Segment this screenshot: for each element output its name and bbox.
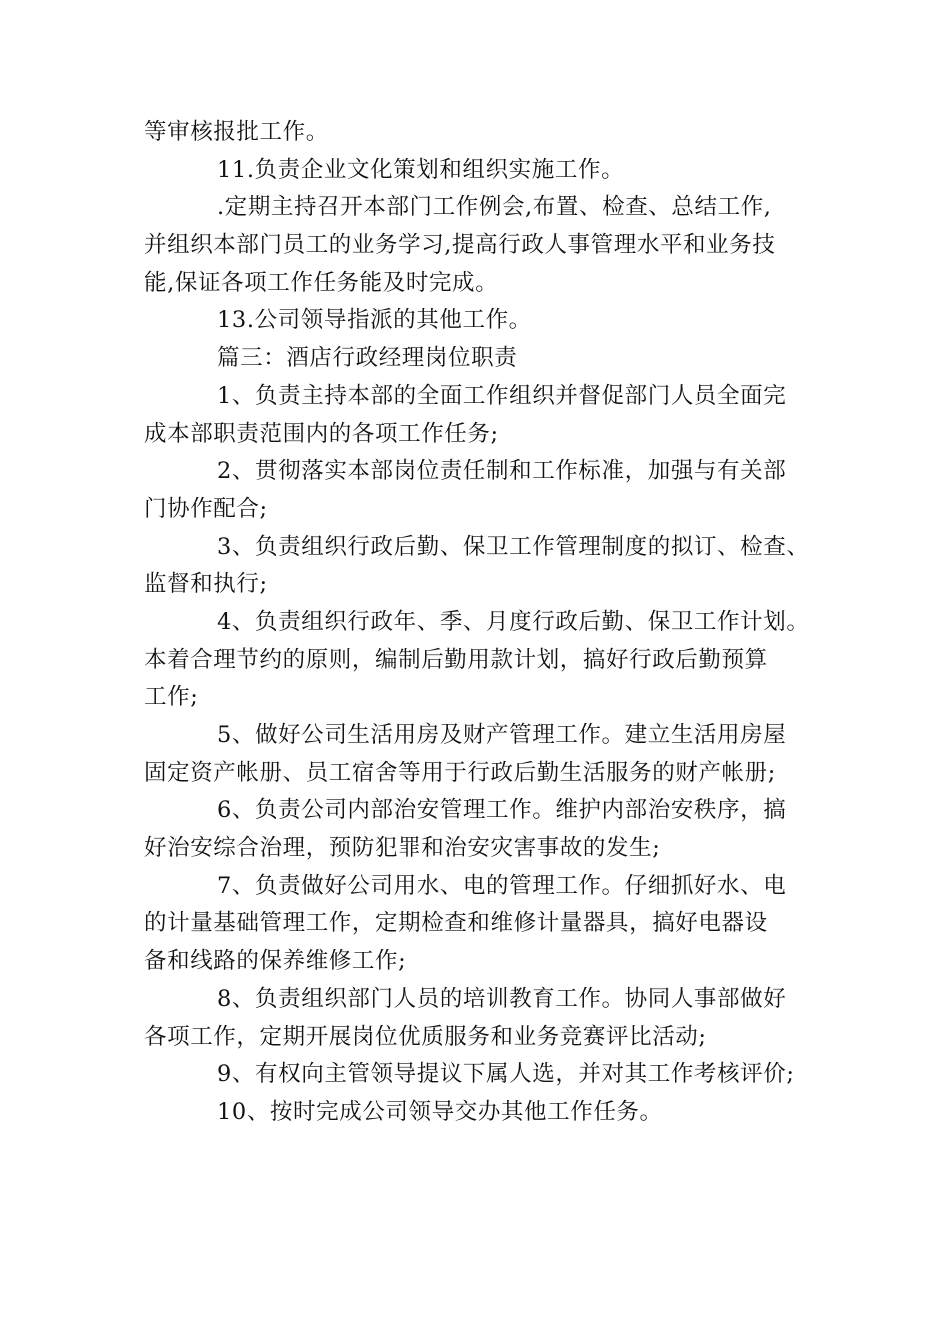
text-line: 本着合理节约的原则，编制后勤用款计划，搞好行政后勤预算 [144, 646, 768, 673]
text-line: 6、负责公司内部治安管理工作。维护内部治安秩序，搞 [217, 797, 787, 824]
text-line: 能,保证各项工作任务能及时完成。 [144, 269, 499, 296]
text-line: 5、做好公司生活用房及财产管理工作。建立生活用房屋 [217, 722, 787, 748]
text-line: 7、负责做好公司用水、电的管理工作。仔细抓好水、电 [217, 872, 787, 899]
text-line: 10、按时完成公司领导交办其他工作任务。 [217, 1098, 663, 1125]
text-line: 2、贯彻落实本部岗位责任制和工作标准，加强与有关部 [217, 458, 787, 485]
document-body [144, 114, 814, 1132]
text-line: 备和线路的保养维修工作; [144, 948, 407, 975]
text-line: 的计量基础管理工作，定期检查和维修计量器具，搞好电器设 [144, 910, 768, 937]
text-line: 1、负责主持本部的全面工作组织并督促部门人员全面完 [217, 382, 787, 409]
text-line: 4、负责组织行政年、季、月度行政后勤、保卫工作计划。 [217, 608, 810, 635]
text-line: 9、有权向主管领导提议下属人选，并对其工作考核评价; [217, 1061, 795, 1088]
text-line: 各项工作，定期开展岗位优质服务和业务竞赛评比活动; [144, 1023, 707, 1050]
text-line: 8、负责组织部门人员的培训教育工作。协同人事部做好 [217, 985, 787, 1012]
text-line: 篇三：酒店行政经理岗位职责 [217, 345, 518, 372]
text-line: .定期主持召开本部门工作例会,布置、检查、总结工作, [217, 194, 772, 221]
text-line: 成本部职责范围内的各项工作任务; [144, 420, 499, 447]
text-line: 监督和执行; [144, 571, 268, 598]
text-line: 好治安综合治理，预防犯罪和治安灾害事故的发生; [144, 835, 661, 862]
text-line: 固定资产帐册、员工宿舍等用于行政后勤生活服务的财产帐册; [144, 759, 776, 786]
text-line: 3、负责组织行政后勤、保卫工作管理制度的拟订、检查、 [217, 533, 810, 560]
text-line: 门协作配合; [144, 495, 268, 522]
text-line: 并组织本部门员工的业务学习,提高行政人事管理水平和业务技 [144, 232, 776, 259]
text-line: 等审核报批工作。 [144, 119, 329, 145]
text-line: 11.负责企业文化策划和组织实施工作。 [217, 156, 625, 183]
text-line: 工作; [144, 684, 199, 711]
text-line: 13.公司领导指派的其他工作。 [217, 307, 532, 334]
